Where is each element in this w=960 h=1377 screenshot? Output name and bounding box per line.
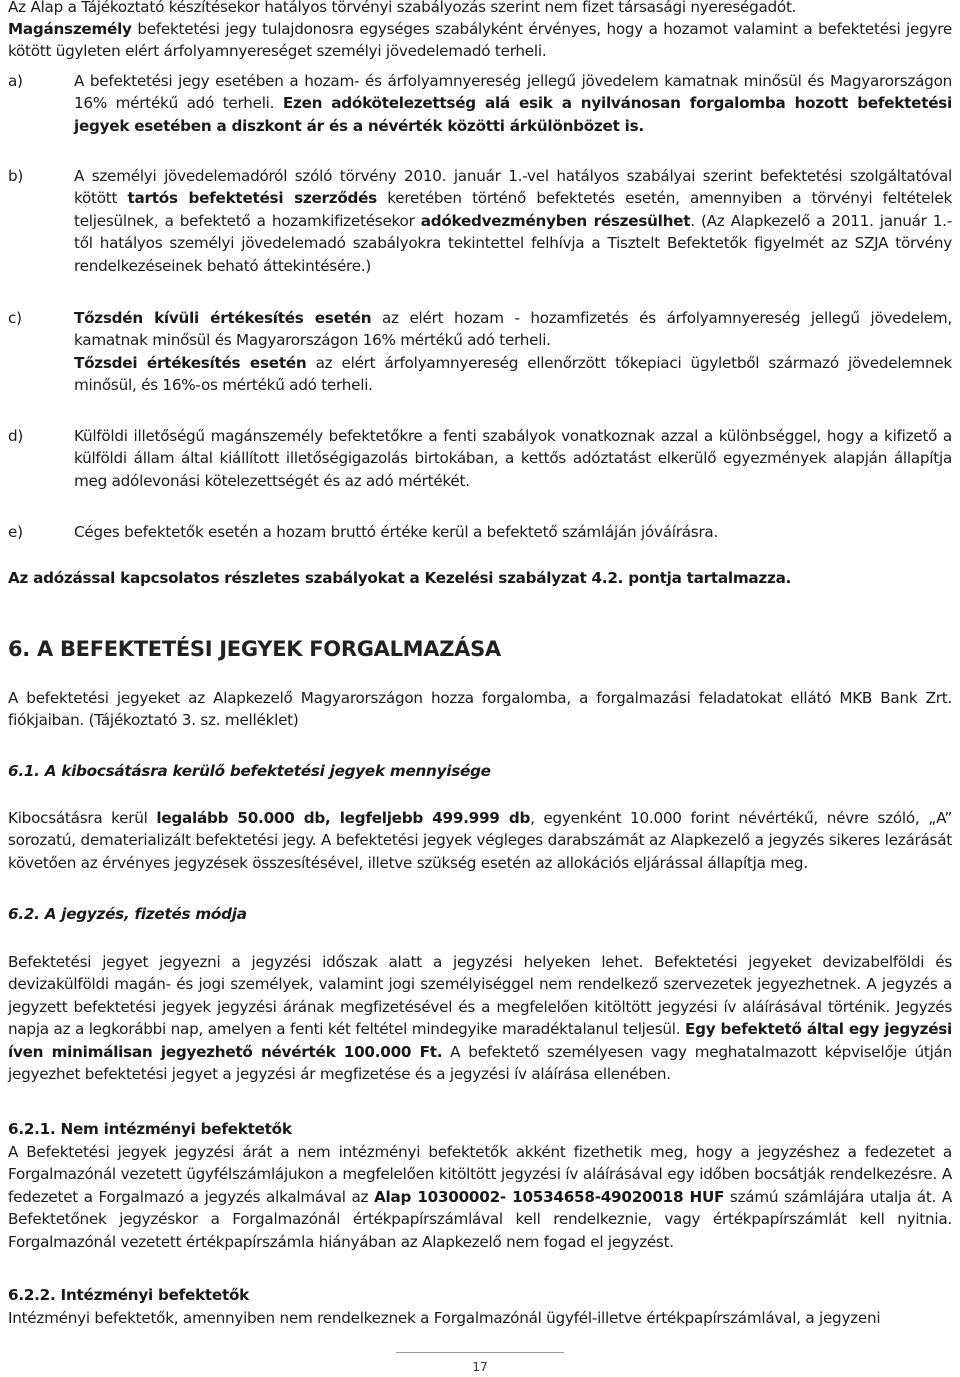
list-label-b: b) xyxy=(8,167,24,185)
section-6-2-text xyxy=(8,951,952,1085)
list-text-e: Céges befektetők esetén a hozam bruttó értéke kerül a befektető számláján jóváírásra. xyxy=(74,523,719,541)
section-6-2-part2: A befektető személyesen vagy meghatalmazott képviselője útján jegyezhet befektetési jegyet a jegyzési ár megfizetése és a jegyzési ív aláírása ellenében. xyxy=(8,1042,953,1084)
item-b-bold1: tartós befektetési szerződés xyxy=(127,189,377,208)
list-text-b xyxy=(74,165,952,277)
item-a-text: A befektetési jegy esetében a hozam- és árfolyamnyereség jellegű jövedelem kamatnak minősül és Magyarországon 16% mértékű adó terheli. xyxy=(74,72,952,113)
list-text-d: Külföldi illetőségű magánszemély befektetőkre a fenti szabályok vonatkoznak azzal a különbséggel, hogy a kifizető a külföldi állam által kiállított illetőségigazolás birtokában, a kettős adóztatást elkerülő egyezmények alapján állapítja meg adólevonási kötelezettségét és az adó mértékét. xyxy=(74,427,952,490)
list-label-a: a) xyxy=(8,72,23,90)
section-6-2-part1: Befektetési jegyet jegyezni a jegyzési időszak alatt a jegyzési helyeken lehet. Befektetési jegyeket devizabelföldi és devizakülföldi magán- és jogi személyek, valamint jogi személyiséggel nem rendelkező szervezetek jegyezhetnek. A jegyzés a jegyzett befektetési jegyek jegyzési árának megfizetésével és a megfelelően kitöltött jegyzési ív aláírásával történik. Jegyzés napja az a legkorábbi nap, amelyen a fenti két feltétel mindegyike maradéktalanul teljesül. xyxy=(8,953,952,1039)
item-b-bold2: adókedvezményben részesülhet xyxy=(420,211,691,230)
section-6-1-title: 6.1. A kibocsátásra kerülő befektetési jegyek mennyisége xyxy=(8,762,491,780)
list-label-e: e) xyxy=(8,523,23,541)
item-c-part1: az elért hozam - hozamfizetés és árfolyamnyereség jellegű jövedelem, kamatnak minősül és Magyarországon 16% mértékű adó terheli. xyxy=(74,309,952,350)
item-c-bold1: Tőzsdén kívüli értékesítés esetén xyxy=(74,309,372,327)
list-item-b xyxy=(8,165,952,277)
page-number: 17 xyxy=(472,1360,488,1374)
tax-rules-note: Az adózással kapcsolatos részletes szabályokat a Kezelési szabályzat 4.2. pontja tartalmazza. xyxy=(8,569,792,587)
section-6-title: 6. A BEFEKTETÉSI JEGYEK FORGALMAZÁSA xyxy=(8,637,501,661)
private-person-text: befektetési jegy tulajdonosra egységes szabályként érvényes, hogy a hozamot valamint a befektetési jegyre kötött ügyleten elért árfolyamnyereséget személyi jövedelemadó terheli. xyxy=(8,20,952,61)
section-6-1-bold: legalább 50.000 db, legfeljebb 499.999 db xyxy=(156,809,531,827)
private-person-bold: Magánszemély xyxy=(8,20,132,38)
list-text-a xyxy=(74,70,952,137)
item-b-part3: . (Az Alapkezelő a 2011. január 1.-től hatályos személyi jövedelemadó szabályokra tekintettel felhívja a Tisztelt Befektetők figyelmét az SZJA törvény rendelkezéseinek beható áttekintésére.) xyxy=(74,211,952,275)
private-person-paragraph xyxy=(8,18,952,63)
list-label-c: c) xyxy=(8,309,22,327)
section-6-2-2-text: Intézményi befektetők, amennyiben nem rendelkeznek a Forgalmazónál ügyfél-illetve értékpapírszámlával, a jegyzeni xyxy=(8,1309,881,1327)
section-6-2-bold: Egy befektető által egy jegyzési íven minimálisan jegyezhető névérték 100.000 Ft. xyxy=(8,1020,952,1061)
list-item-a xyxy=(8,70,952,137)
list-item-d xyxy=(8,425,952,492)
section-6-2-1-title: 6.2.1. Nem intézményi befektetők xyxy=(8,1120,292,1138)
list-item-e xyxy=(8,521,952,543)
footer-divider xyxy=(396,1352,564,1353)
item-c-bold2: Tőzsdei értékesítés esetén xyxy=(74,353,307,372)
list-text-c2 xyxy=(74,352,952,397)
section-6-1-part2: , egyenként 10.000 forint névértékű, névre szóló, „A” sorozatú, dematerializált befektetési jegy. A befektetési jegyek végleges darabszámát az Alapkezelő a jegyzés sikeres lezárását követően az érvényes jegyzések összesítésével, illetve szükség esetén az allokációs eljárással állapítja meg. xyxy=(8,809,953,872)
section-6-1-part1: Kibocsátásra kerül xyxy=(8,809,157,827)
intro-line: Az Alap a Tájékoztató készítésekor hatályos törvényi szabályozás szerint nem fizet társasági nyereségadót. xyxy=(8,0,797,16)
list-item-c xyxy=(8,307,952,397)
item-a-bold: Ezen adókötelezettség alá esik a nyilvánosan forgalomba hozott befektetési jegyek esetében a diszkont ár és a névérték közötti árkülönbözet is. xyxy=(74,94,953,135)
section-6-2-title: 6.2. A jegyzés, fizetés módja xyxy=(8,905,247,923)
section-6-intro: A befektetési jegyeket az Alapkezelő Magyarországon hozza forgalomba, a forgalmazási feladatokat ellátó MKB Bank Zrt. fiókjaiban. (Tájékoztató 3. sz. melléklet) xyxy=(8,689,952,730)
item-b-part1: A személyi jövedelemadóról szóló törvény 2010. január 1.-vel hatályos szabályai szerint befektetési szolgáltatóval kötött xyxy=(74,167,952,208)
section-6-2-1-part1: A Befektetési jegyek jegyzési árát a nem intézményi befektetők akként fizethetik meg, hogy a jegyzéshez a fedezetet a Forgalmazónál vezetett ügyfélszámlájukon a megfelelően kitöltött jegyzési ív aláírásával egy időben bocsátják rendelkezésre. A fedezetet a Forgalmazó a jegyzés alkalmával az xyxy=(8,1143,952,1206)
section-6-2-2-title: 6.2.2. Intézményi befektetők xyxy=(8,1286,250,1304)
section-6-2-1-bold: Alap 10300002- 10534658-49020018 HUF xyxy=(374,1187,725,1206)
item-b-part2: keretében történő befektetés esetén, amennyiben a törvényi feltételek teljesülnek, a befektető a hozamkifizetésekor xyxy=(74,189,953,230)
list-text-c1 xyxy=(74,307,952,352)
item-c-part2: az elért árfolyamnyereség ellenőrzött tőkepiaci ügyletből származó jövedelemnek minősül, és 16%-os mértékű adó terheli. xyxy=(74,353,952,395)
section-6-2-1-text xyxy=(8,1141,952,1253)
list-label-d: d) xyxy=(8,427,24,445)
section-6-1-text xyxy=(8,807,952,874)
section-6-2-1-part2: számú számlájára utalja át. A Befektetőnek jegyzéskor a Forgalmazónál értékpapírszámlával kell rendelkeznie, vagy értékpapírszámlát kell nyitnia. Forgalmazónál vezetett értékpapírszámla hiányában az Alapkezelő nem fogad el jegyzést. xyxy=(8,1187,953,1251)
